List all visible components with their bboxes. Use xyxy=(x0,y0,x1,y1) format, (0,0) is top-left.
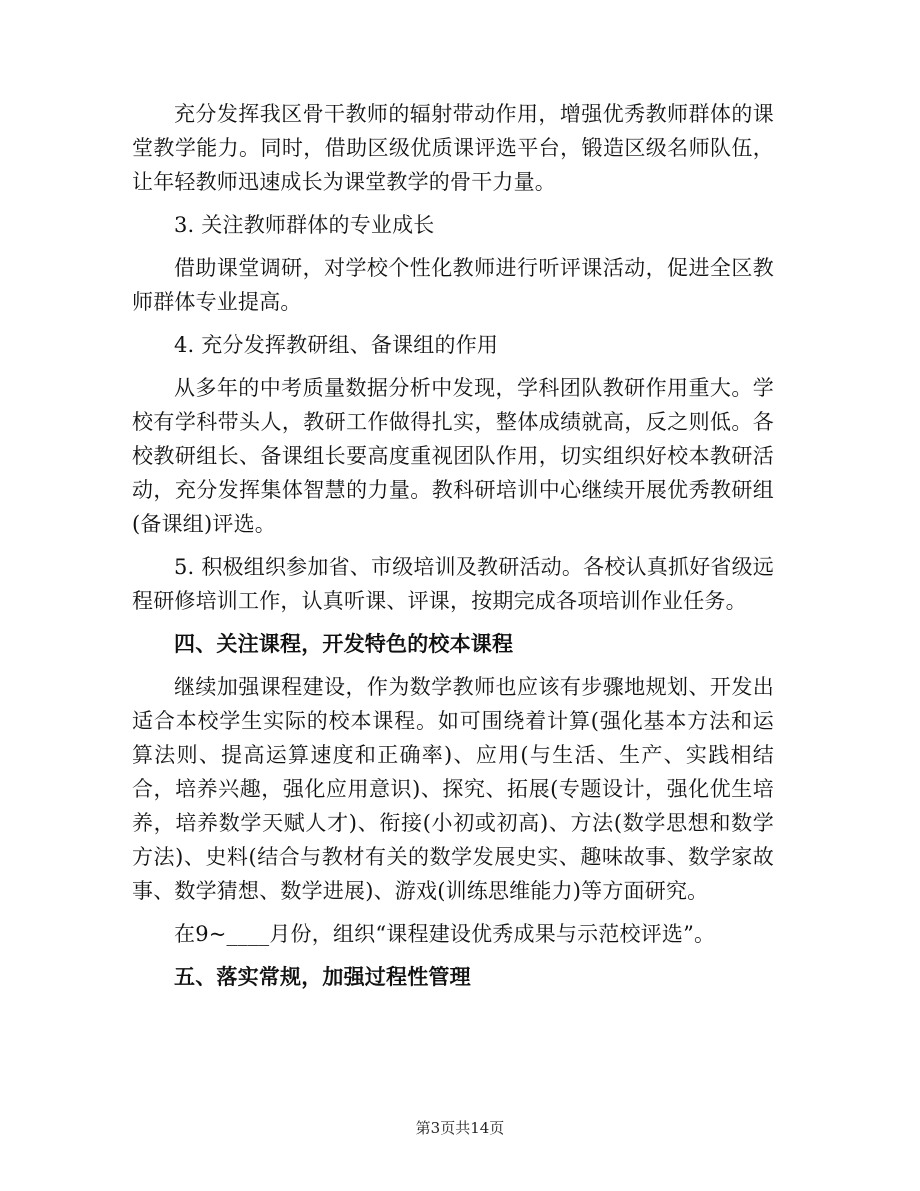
paragraph-curriculum-evaluation: 在9~____月份，组织“课程建设优秀成果与示范校评选”。 xyxy=(174,922,716,946)
chapter-heading-five: 五、落实常规，加强过程性管理 xyxy=(174,964,471,989)
paragraph-teacher-influence: 充分发挥我区骨干教师的辐射带动作用，增强优秀教师群体的课堂教学能力。同时，借助区级优质课评选平台，锻造区级名师队伍，让年轻教师迅速成长为课堂教学的骨干力量。 xyxy=(132,102,774,194)
section-heading-4: 4. 充分发挥教研组、备课组的作用 xyxy=(174,333,499,357)
section-heading-3: 3. 关注教师群体的专业成长 xyxy=(174,213,435,237)
section-heading-5: 5. 积极组织参加省、市级培训及教研活动。各校认真抓好省级远程研修培训工作，认真听课、评课，按期完成各项培训作业任务。 xyxy=(132,555,774,613)
document-body xyxy=(132,97,774,994)
paragraph-curriculum-development: 继续加强课程建设，作为数学教师也应该有步骤地规划、开发出适合本校学生实际的校本课程。如可围绕着计算(强化基本方法和运算法则、提高运算速度和正确率)、应用(与生活、生产、实践相结合，培养兴趣，强化应用意识)、探究、拓展(专题设计，强化优生培养，培养数学天赋人才)、衔接(小初或初高)、方法(数学思想和数学方法)、史料(结合与教材有关的数学发展史实、趣味故事、数学家故事、数学猜想、数学进展)、游戏(训练思维能力)等方面研究。 xyxy=(132,675,774,903)
chapter-heading-four: 四、关注课程，开发特色的校本课程 xyxy=(174,631,514,656)
page-number-footer: 第3页共14页 xyxy=(415,1119,505,1137)
paragraph-classroom-research: 借助课堂调研，对学校个性化教师进行听评课活动，促进全区教师群体专业提高。 xyxy=(132,256,774,314)
paragraph-teaching-research-groups: 从多年的中考质量数据分析中发现，学科团队教研作用重大。学校有学科带头人，教研工作做得扎实，整体成绩就高，反之则低。各校教研组长、备课组长要高度重视团队作用，切实组织好校本教研活动，充分发挥集体智慧的力量。教科研培训中心继续开展优秀教研组(备课组)评选。 xyxy=(132,376,774,536)
